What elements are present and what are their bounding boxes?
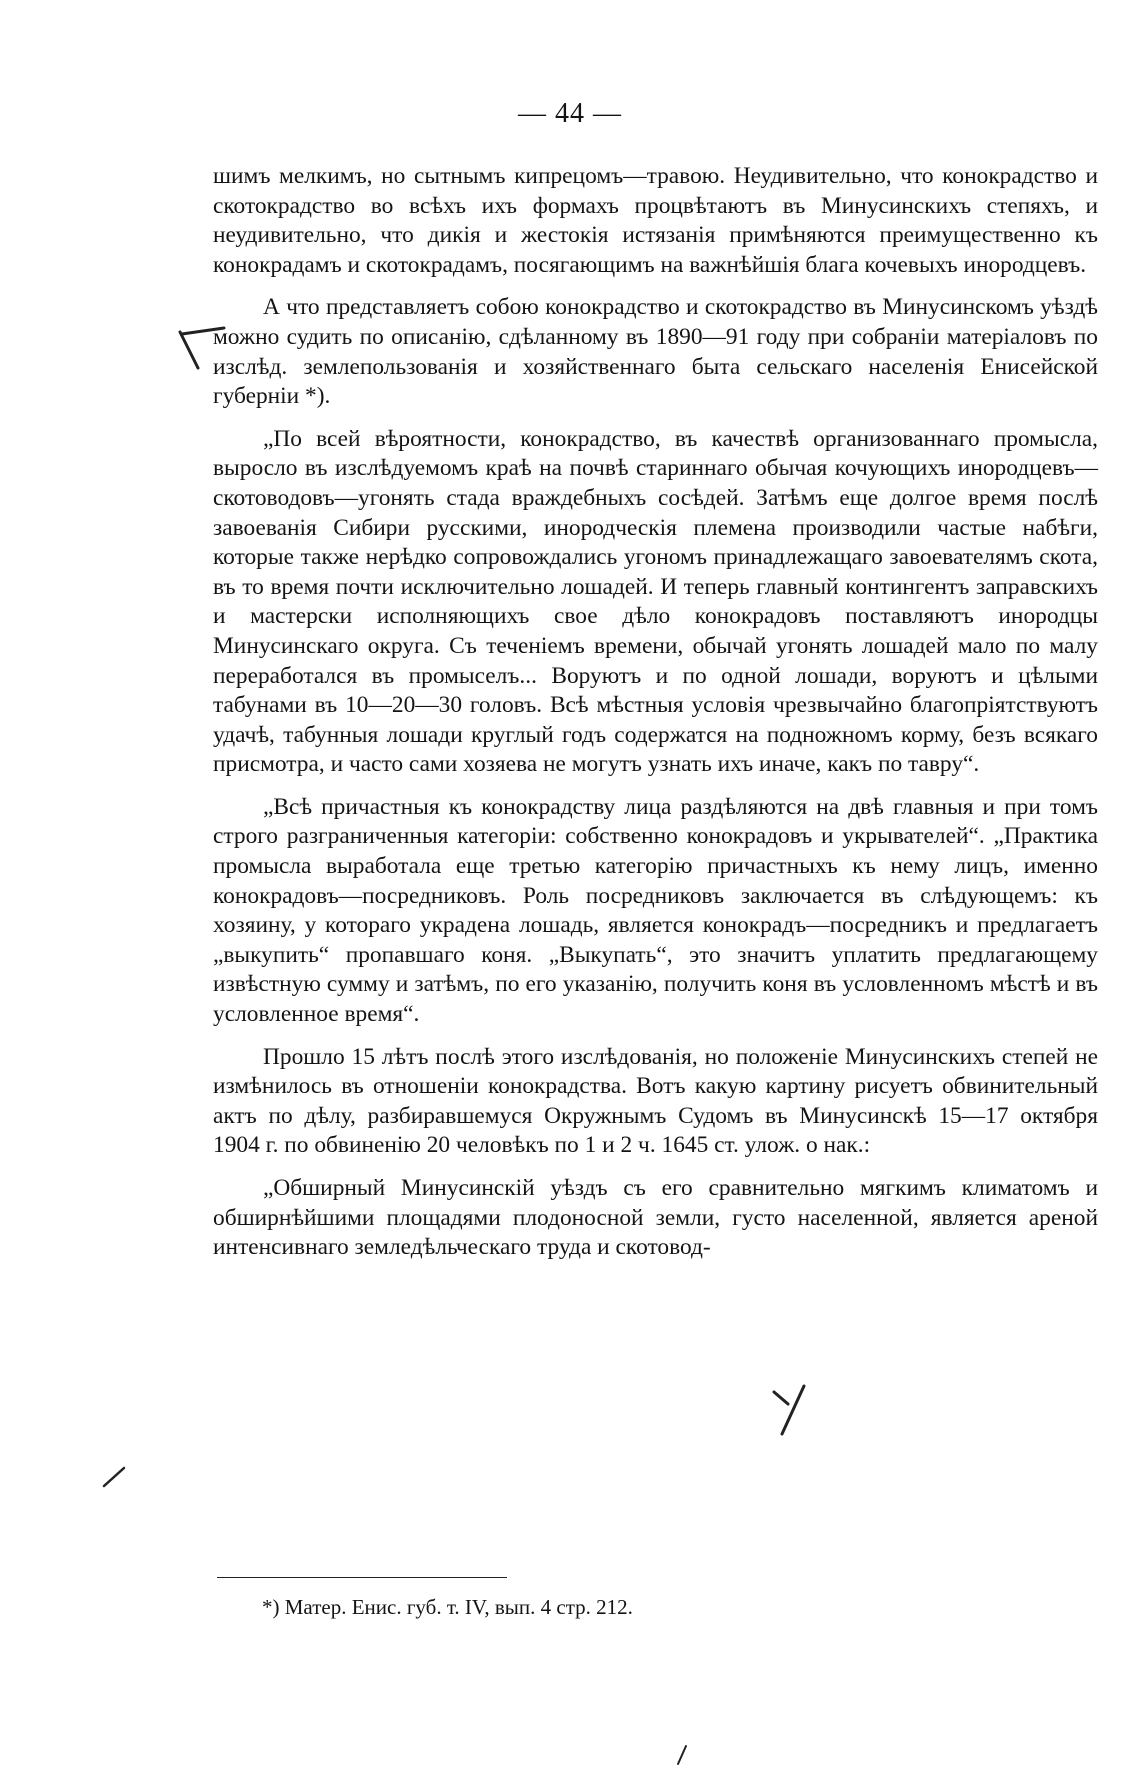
pencil-bracket-mark [176,326,236,396]
pencil-tick-mark [672,1740,692,1770]
body-text [213,162,1098,1263]
quote-paragraph: „Всѣ причастныя къ конокрадству лица раздѣляются на двѣ главныя и при томъ строго разграниченныя категоріи: собственно конокрадовъ и укрывателей“. „Практика промысла выработала еще третью категорію причастныхъ къ нему лицъ, именно конокрадовъ—посредниковъ. Роль посредниковъ заключается въ слѣдующемъ: къ хозяину, у котораго украдена лошадь, является конокрадъ—посредникъ и предлагаетъ „выкупить“ пропавшаго коня. „Выкупать“, это значитъ уплатить предлагающему извѣстную сумму и затѣмъ, по его указанію, получить коня въ условленномъ мѣстѣ и въ условленное время“. [213,793,1098,1028]
pencil-check-mark [770,1382,820,1442]
quote-paragraph: „Обширный Минусинскій уѣздъ съ его сравнительно мягкимъ климатомъ и обширнѣйшими площадями плодоносной земли, густо населенной, является ареной интенсивнаго земледѣльческаго труда и скотовод- [213,1175,1098,1261]
quote-paragraph: „По всей вѣроятности, конокрадство, въ качествѣ организованнаго промысла, выросло въ изслѣдуемомъ краѣ на почвѣ стариннаго обычая кочующихъ инородцевъ—скотоводовъ—угонять стада враждебныхъ сосѣдей. Затѣмъ еще долгое время послѣ завоеванія Сибири русскими, инородческія племена производили частые набѣги, которые также нерѣдко сопровождались угономъ принадлежащаго завоевателямъ скота, въ то время почти исключительно лошадей. И теперь главный контингентъ заправскихъ и мастерски исполняющихъ свое дѣло конокрадовъ поставляютъ инородцы Минусинскаго округа. Съ теченіемъ времени, обычай угонять лошадей мало по малу переработался въ промыселъ... Воруютъ и по одной лошади, воруютъ и цѣлыми табунами въ 10—20—30 головъ. Всѣ мѣстныя условія чрезвычайно благопріятствуютъ удачѣ, табунныя лошади круглый годъ содержатся на подножномъ корму, безъ всякаго присмотра, и часто сами хозяева не могутъ узнать ихъ иначе, какъ по тавру“. [213,425,1098,778]
footnote: *) Матер. Енис. губ. т. IV, вып. 4 стр. 212. [262,1595,633,1619]
paragraph: Прошло 15 лѣтъ послѣ этого изслѣдованія, но положеніе Минусинскихъ степей не измѣнилось въ отношеніи конокрадства. Вотъ какую картину рисуетъ обвинительный актъ по дѣлу, разбиравшемуся Окружнымъ Судомъ въ Минусинскѣ 15—17 октября 1904 г. по обвиненію 20 человѣкъ по 1 и 2 ч. 1645 ст. улож. о нак.: [213,1043,1098,1159]
paragraph: шимъ мелкимъ, но сытнымъ кипрецомъ—травою. Неудивительно, что конокрадство и скотокрадство во всѣхъ ихъ формахъ процвѣтаютъ въ Минусинскихъ степяхъ, и неудивительно, что дикія и жестокія истязанія примѣняются преимущественно къ конокрадамъ и скотокрадамъ, посягающимъ на важнѣйшія блага кочевыхъ инородцевъ. [213,163,1098,278]
footnote-divider [217,1577,507,1578]
page-number: — 44 — [518,98,622,129]
pencil-tick-mark [100,1462,130,1492]
paragraph: А что представляетъ собою конокрадство и скотокрадство въ Минусинскомъ уѣздѣ можно судить по описанію, сдѣланному въ 1890—91 году при собраніи матеріаловъ по изслѣд. землепользованія и хозяйственнаго быта сельскаго населенія Енисейской губерніи *). [213,294,1098,410]
